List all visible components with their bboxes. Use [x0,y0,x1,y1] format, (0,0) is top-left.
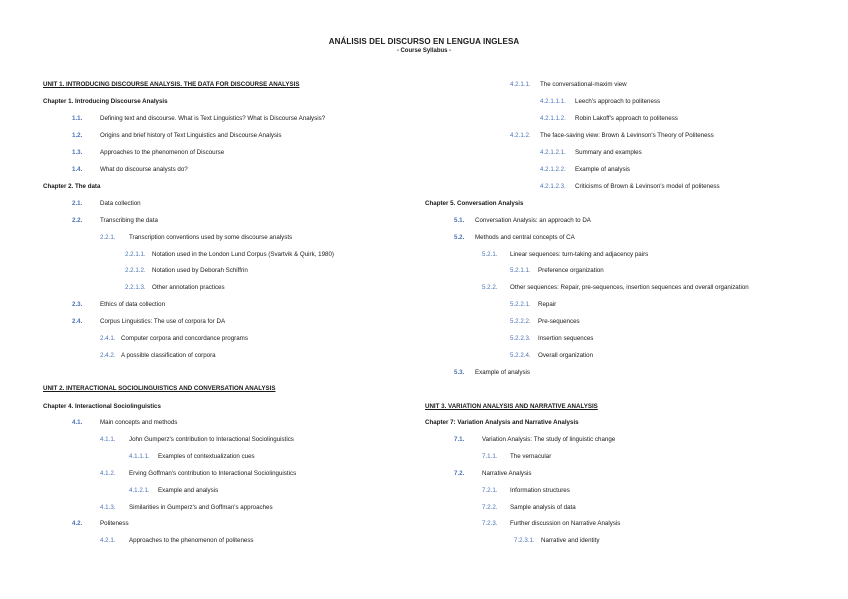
section-title: Ethics of data collection [100,301,166,308]
section-title: The face-saving view: Brown & Levinson's Theory of Politeness [540,132,714,139]
section-title: Computer corpora and concordance programs [121,335,248,342]
section-number: 7.2. [454,470,465,477]
section-title: John Gumperz's contribution to Interactional Sociolinguistics [129,436,294,443]
section-title: Pre-sequences [538,318,580,325]
section-title: What do discourse analysts do? [100,166,188,173]
section-number: 7.2.1. [482,487,498,494]
section-title: Criticisms of Brown & Levinson's model of politeness [575,183,720,190]
section-number: 2.2.1.2. [125,267,146,274]
section-title: Example of analysis [475,369,531,376]
chapter-4-heading: Chapter 4. Interactional Sociolinguistics [43,403,161,410]
section-title: Variation Analysis: The study of linguistic change [482,436,616,443]
section-number: 4.1.1.1. [129,453,150,460]
section-number: 5.2. [454,234,465,241]
section-number: 7.1.1. [482,453,498,460]
section-number: 1.1. [72,115,83,122]
section-title: The vernacular [510,453,552,460]
section-number: 4.2.1.1. [510,81,531,88]
section-number: 4.1.2.1. [129,487,150,494]
section-title: Linear sequences: turn-taking and adjacency pairs [510,251,649,258]
section-number: 7.1. [454,436,465,443]
section-title: Information structures [510,487,570,494]
chapter-7-heading: Chapter 7: Variation Analysis and Narrative Analysis [425,419,579,426]
section-title: Methods and central concepts of CA [475,234,575,241]
chapter-1-heading: Chapter 1. Introducing Discourse Analysis [43,98,168,105]
section-number: 2.4.1. [100,335,116,342]
section-title: Notation used by Deborah Schiffrin [152,267,248,274]
section-number: 4.2.1.2. [510,132,531,139]
section-title: Origins and brief history of Text Linguistics and Discourse Analysis [100,132,282,139]
section-number: 4.2.1. [100,537,116,544]
section-number: 4.2.1.2.3. [540,183,566,190]
section-number: 7.2.2. [482,504,498,511]
section-title: Transcribing the data [100,217,158,224]
section-title: Erving Goffman's contribution to Interactional Sociolinguistics [129,470,297,477]
unit-2-heading: UNIT 2. INTERACTIONAL SOCIOLINGUISTICS AND CONVERSATION ANALYSIS [43,385,276,392]
document-title: ANÁLISIS DEL DISCURSO EN LENGUA INGLESA [328,37,520,46]
section-title: Defining text and discourse. What is Text Linguistics? What is Discourse Analysis? [100,115,326,122]
section-number: 4.2.1.1.1. [540,98,566,105]
section-number: 2.4.2. [100,352,116,359]
section-number: 5.2.1.1. [510,267,531,274]
section-title: Preference organization [538,267,604,274]
section-title: The conversational-maxim view [540,81,627,88]
section-number: 4.2.1.1.2. [540,115,566,122]
section-number: 7.2.3. [482,520,498,527]
section-number: 1.3. [72,149,83,156]
section-title: Further discussion on Narrative Analysis [510,520,621,527]
section-title: Examples of contextualization cues [158,453,255,460]
section-title: Other sequences: Repair, pre-sequences, insertion sequences and overall organization [510,284,749,291]
section-number: 4.1.3. [100,504,116,511]
document-subtitle: - Course Syllabus - [396,48,452,54]
section-title: Repair [538,301,557,308]
section-title: Sample analysis of data [510,504,576,511]
section-number: 5.2.2.3. [510,335,531,342]
section-title: Example and analysis [158,487,219,494]
section-number: 2.4. [72,318,83,325]
section-title: Leech's approach to politeness [575,98,661,105]
chapter-5-heading: Chapter 5. Conversation Analysis [425,200,524,207]
section-number: 7.2.3.1. [514,537,535,544]
section-title: Transcription conventions used by some discourse analysts [129,234,293,241]
section-number: 4.2. [72,520,83,527]
section-title: Data collection [100,200,141,207]
section-number: 5.2.2.2. [510,318,531,325]
section-title: Robin Lakoff's approach to politeness [575,115,678,122]
section-title: Corpus Linguistics: The use of corpora for DA [100,318,226,325]
unit-3-heading: UNIT 3. VARIATION ANALYSIS AND NARRATIVE ANALYSIS [425,403,598,410]
section-number: 4.1. [72,419,83,426]
section-number: 1.4. [72,166,83,173]
section-title: Narrative and identity [541,537,600,544]
section-title: Example of analysis [575,166,631,173]
section-number: 2.2.1.1. [125,251,146,258]
section-number: 4.1.1. [100,436,116,443]
section-number: 4.1.2. [100,470,116,477]
section-title: Notation used in the London Lund Corpus (Svartvik & Quirk, 1980) [152,251,334,258]
section-number: 2.2. [72,217,83,224]
section-title: A possible classification of corpora [121,352,216,359]
section-title: Approaches to the phenomenon of politeness [129,537,254,544]
section-number: 5.2.2. [482,284,498,291]
section-number: 4.2.1.2.1. [540,149,566,156]
section-number: 5.2.2.4. [510,352,531,359]
chapter-2-heading: Chapter 2. The data [43,183,101,190]
section-number: 2.2.1.3. [125,284,146,291]
section-number: 2.1. [72,200,83,207]
section-number: 4.2.1.2.2. [540,166,566,173]
section-number: 5.2.1. [482,251,498,258]
section-title: Overall organization [538,352,594,359]
section-title: Conversation Analysis: an approach to DA [475,217,591,224]
section-number: 1.2. [72,132,83,139]
section-number: 5.1. [454,217,465,224]
section-title: Summary and examples [575,149,642,156]
section-number: 5.2.2.1. [510,301,531,308]
section-number: 2.3. [72,301,83,308]
section-number: 2.2.1. [100,234,116,241]
section-number: 5.3. [454,369,465,376]
section-title: Similarities in Gumperz's and Goffman's approaches [129,504,273,511]
section-title: Insertion sequences [538,335,594,342]
section-title: Narrative Analysis [482,470,532,477]
section-title: Approaches to the phenomenon of Discourse [100,149,225,156]
section-title: Other annotation practices [152,284,225,291]
section-title: Main concepts and methods [100,419,178,426]
unit-1-heading: UNIT 1. INTRODUCING DISCOURSE ANALYSIS. THE DATA FOR DISCOURSE ANALYSIS [43,81,300,88]
section-title: Politeness [100,520,129,527]
